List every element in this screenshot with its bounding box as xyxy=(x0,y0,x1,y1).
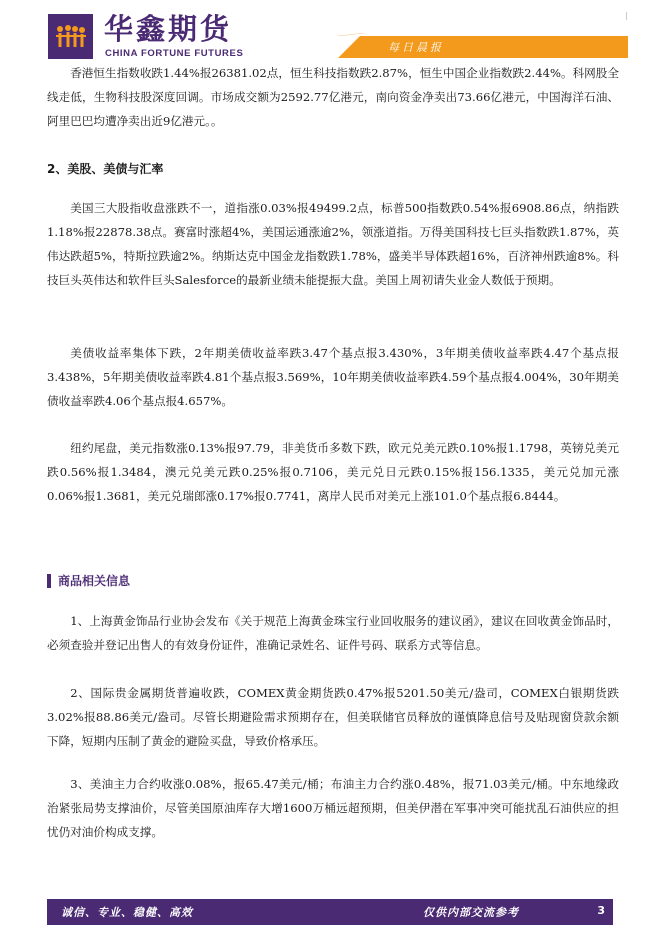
header-bar-accent xyxy=(336,33,366,36)
header-tick xyxy=(626,12,627,20)
paragraph-us-stocks: 美国三大股指收盘涨跌不一，道指涨0.03%报49499.2点，标普500指数跌0.54%报6908.86点，纳指跌1.18%报22878.38点。赛富时涨超4%，美国运通涨逾2%，领涨道指。万得美国科技七巨头指数跌1.87%，英伟达跌超5%，特斯拉跌逾2%。纳斯达克中国金龙指数跌1.78%，盛美半导体跌超16%，百济神州跌逾8%。科技巨头英伟达和软件巨头Salesforce的最新业绩未能提振大盘。美国上周初请失业金人数低于预期。 xyxy=(47,201,619,287)
page-footer xyxy=(47,899,613,925)
company-name-cn: 华鑫期货 xyxy=(104,12,233,46)
commodity-item-1: 1、上海黄金饰品行业协会发布《关于规范上海黄金珠宝行业回收服务的建议函》，建议在回收黄金饰品时，必须查验并登记出售人的有效身份证件，准确记录姓名、证件号码、联系方式等信息。 xyxy=(47,614,619,652)
section-title: 商品相关信息 xyxy=(58,574,131,588)
header-bar xyxy=(338,36,628,58)
report-label: 每日晨报 xyxy=(388,41,444,54)
subheading-us-markets: 2、美股、美债与汇率 xyxy=(47,162,164,176)
commodity-item-3: 3、美油主力合约收涨0.08%，报65.47美元/桶；布油主力合约涨0.48%，报71.03美元/桶。中东地缘政治紧张局势支撑油价，尽管美国原油库存大增1600万桶远超预期，但美伊潜在军事冲突可能扰乱石油供应的担忧仍对油价构成支撑。 xyxy=(47,777,619,839)
section-header-commodity xyxy=(47,572,130,589)
company-logo-icon xyxy=(48,14,93,59)
paragraph-hk-market: 香港恒生指数收跌1.44%报26381.02点，恒生科技指数跌2.87%，恒生中国企业指数跌2.44%。科网股全线走低，生物科技股深度回调。市场成交额为2592.77亿港元，南向资金净卖出73.66亿港元，中国海洋石油、阿里巴巴均遭净卖出近9亿港元。。 xyxy=(47,66,619,128)
page-number: 3 xyxy=(597,904,605,917)
page-header xyxy=(0,0,662,66)
paragraph-us-bonds: 美债收益率集体下跌，2年期美债收益率跌3.47个基点报3.430%，3年期美债收益率跌4.47个基点报3.438%，5年期美债收益率跌4.81个基点报3.569%，10年期美债收益率跌4.59个基点报4.004%，30年期美债收益率跌4.06个基点报4.657%。 xyxy=(47,346,619,408)
paragraph-fx: 纽约尾盘，美元指数涨0.13%报97.79，非美货币多数下跌，欧元兑美元跌0.10%报1.1798，英镑兑美元跌0.56%报1.3484，澳元兑美元跌0.25%报0.7106，美元兑日元跌0.15%报156.1335，美元兑加元涨0.06%报1.3681，美元兑瑞郎涨0.17%报0.7741，离岸人民币对美元上涨101.0个基点报6.8444。 xyxy=(47,441,619,503)
footer-note: 仅供内部交流参考 xyxy=(423,906,519,919)
section-marker xyxy=(47,574,51,588)
footer-slogan: 诚信、专业、稳健、高效 xyxy=(61,906,193,919)
company-name-en: CHINA FORTUNE FUTURES xyxy=(105,48,244,59)
commodity-item-2: 2、国际贵金属期货普遍收跌，COMEX黄金期货跌0.47%报5201.50美元/盎司，COMEX白银期货跌3.02%报88.86美元/盎司。尽管长期避险需求预期存在，但美联储官员释放的谨慎降息信号及贴现窗贷款余额下降，短期内压制了黄金的避险买盘，导致价格承压。 xyxy=(47,686,619,748)
